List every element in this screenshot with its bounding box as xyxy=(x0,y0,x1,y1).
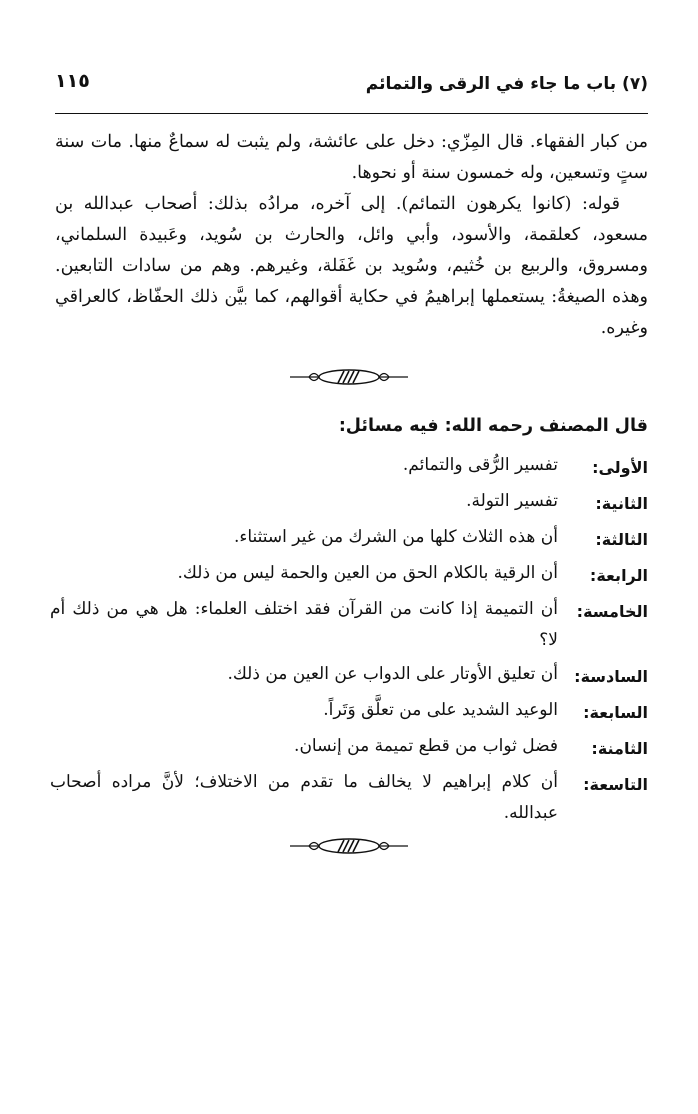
list-item xyxy=(50,695,648,728)
issue-label: الثامنة: xyxy=(591,739,648,758)
issue-label: الثالثة: xyxy=(595,530,648,549)
issue-text: فضل ثواب من قطع تميمة من إنسان. xyxy=(294,736,558,756)
list-item xyxy=(50,558,648,591)
issue-text: أن تعليق الأوتار على الدواب عن العين من ذلك. xyxy=(227,664,558,684)
issue-text: أن التميمة إذا كانت من القرآن فقد اختلف العلماء: هل هي من ذلك أم لا؟ xyxy=(50,599,558,650)
list-item xyxy=(50,767,648,829)
paragraph: من كبار الفقهاء. قال المِزّي: دخل على عائشة، ولم يثبت له سماعٌ منها. مات سنة ستٍ وتسعين، وله خمسون سنة أو نحوها. xyxy=(55,132,648,183)
section-divider-ornament xyxy=(0,365,698,389)
end-ornament xyxy=(0,834,698,858)
issue-label: الخامسة: xyxy=(576,602,648,621)
issue-text: تفسير التولة. xyxy=(466,491,558,511)
issue-label: التاسعة: xyxy=(583,775,648,794)
issue-label: الرابعة: xyxy=(589,566,648,585)
issue-label: السادسة: xyxy=(574,667,648,686)
list-item xyxy=(50,486,648,519)
body-text xyxy=(55,127,648,344)
issue-text: أن الرقية بالكلام الحق من العين والحمة ليس من ذلك. xyxy=(177,563,558,583)
issue-text: أن كلام إبراهيم لا يخالف ما تقدم من الاختلاف؛ لأنَّ مراده أصحاب عبدالله. xyxy=(50,772,558,823)
issue-label: الأولى: xyxy=(592,458,648,477)
list-item xyxy=(50,594,648,656)
running-head: (٧) باب ما جاء في الرقى والتمائم xyxy=(365,74,648,94)
list-item xyxy=(50,731,648,764)
list-item xyxy=(50,450,648,483)
issues-list xyxy=(50,450,648,832)
header-rule xyxy=(55,113,648,114)
paragraph: قوله: (كانوا يكرهون التمائم). إلى آخره، مرادُه بذلك: أصحاب عبدالله بن مسعود، كعلقمة، والأسود، وأبي وائل، والحارث بن سُويد، وعَبيدة السلماني، ومسروق، والربيع بن خُثيم، وسُويد بن غَفَلة، وغيرهم. وهم من سادات التابعين. وهذه الصيغةُ: يستعملها إبراهيمُ في حكاية أقوالهم، كما بيَّن ذلك الحفّاظ، كالعراقي وغيره. xyxy=(55,194,648,338)
page-number: ١١٥ xyxy=(55,70,90,92)
ornament-icon xyxy=(290,835,408,857)
issue-text: تفسير الرُّقى والتمائم. xyxy=(402,455,558,475)
issue-label: الثانية: xyxy=(595,494,648,513)
issue-text: الوعيد الشديد على من تعلَّق وَتَراً. xyxy=(323,700,558,720)
list-item xyxy=(50,659,648,692)
issues-heading: قال المصنف رحمه الله: فيه مسائل: xyxy=(338,416,648,436)
issue-text: أن هذه الثلاث كلها من الشرك من غير استثناء. xyxy=(233,527,558,547)
page-header xyxy=(55,66,648,114)
list-item xyxy=(50,522,648,555)
issue-label: السابعة: xyxy=(583,703,648,722)
ornament-icon xyxy=(290,366,408,388)
